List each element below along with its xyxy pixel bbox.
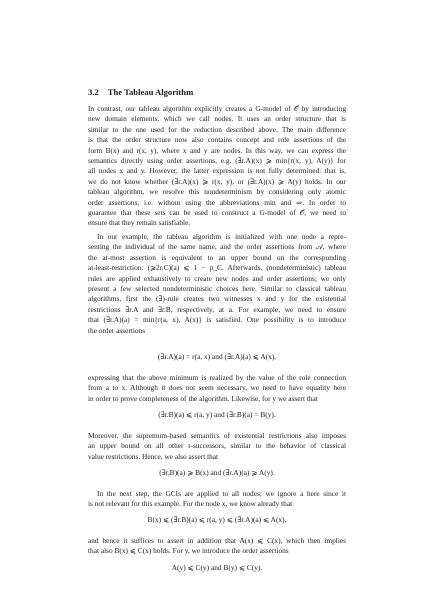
- paragraph-2: [88, 232, 346, 336]
- equation-3: (∃r.B)(a) ⩾ B(x) and (∃r.A)(a) ⩾ A(y).: [159, 468, 275, 477]
- text-line: ensure that they remain satisfiable.: [88, 218, 191, 228]
- text-line: new domain elements, which we call nodes. It uses an order structure that is: [88, 114, 346, 124]
- text-line: form B(x) and r(x, y), where x and y are nodes. In this way, we can express the: [88, 145, 346, 155]
- text-line: algorithms, first the (∃)-rule creates two witnesses x and y for the existential: [88, 294, 346, 304]
- text-line: that (∃r.A)(a) = min{r(a, x), A(x)} is satisfied. One possibility is to introduce: [88, 315, 346, 325]
- equation-1: (∃r.A)(a) = r(a, x) and (∃r.A)(a) ⩽ A(x),: [157, 352, 277, 361]
- text-line: is that the order structure now also contains concept and role assertions of the: [88, 135, 346, 145]
- text-line: that also B(x) ⩽ C(x) holds. For y, we introduce the order assertions: [88, 546, 289, 556]
- equation-2: (∃r.B)(a) ⩽ r(a, y) and (∃r.B)(a) = B(y).: [158, 410, 276, 419]
- text-line: In contrast, our tableau algorithm explicitly creates a G-model of 𝒪 by introducing: [88, 104, 346, 113]
- section-number: 3.2: [88, 87, 99, 97]
- text-line: expressing that the above minimum is realized by the value of the role connection: [88, 373, 346, 382]
- text-line: the at-most assertion is equivalent to an upper bound on the corresponding: [88, 252, 346, 262]
- text-line: all nodes x and y. However, the latter expression is not fully determined: that is,: [88, 166, 346, 176]
- text-line: senting the individual of the same name, and the order assertions from 𝒜, where: [88, 242, 346, 252]
- paragraph-1: [88, 104, 346, 229]
- text-line: order assertions, i.e. without using the abbreviations min and ⇒. In order to: [88, 197, 346, 207]
- paragraph-5: [88, 489, 346, 510]
- text-line: In the next step, the GCIs are applied to all nodes; we ignore a here since it: [97, 489, 346, 498]
- paragraph-3: [88, 373, 346, 404]
- text-line: the order assertions: [88, 325, 146, 335]
- section-title: The Tableau Algorithm: [107, 87, 194, 97]
- text-line: an upper bound on all other r-successors, similar to the behavior of classical: [88, 441, 346, 451]
- paragraph-6: [88, 536, 346, 557]
- text-line: at-least-restriction: (⩾2r.C)(a) ⩽ 1 − p_C. Afterwards, (nondeterministic) tableau: [88, 263, 346, 273]
- text-line: rules are applied exhaustively to create new nodes and order assertions; we only: [88, 273, 346, 283]
- text-line: from a to x. Although it does not seem necessary, we need to have equality here: [88, 383, 346, 393]
- text-line: value restrictions. Hence, we also assert that: [88, 451, 219, 461]
- text-line: similar to the one used for the reduction described above. The main difference: [88, 124, 346, 134]
- text-line: is not relevant for this example. For the node x, we know already that: [88, 499, 293, 509]
- text-line: we do not know whether (∃r.A)(x) ⩾ r(x, y), or (∃r.A)(x) ⩾ A(y) holds. In our: [88, 176, 346, 186]
- text-line: In our example, the tableau algorithm is initialized with one node a repre-: [97, 232, 346, 241]
- text-line: restrictions ∃r.A and ∃r.B, respectively, at a. For example, we need to ensure: [88, 304, 346, 314]
- text-line: Moreover, the supremum-based semantics of existential restrictions also imposes: [88, 431, 346, 440]
- equation-4: B(x) ⩽ (∃r.B)(a) ⩽ r(a, y) ⩽ (∃r.A)(a) ⩽ A(x),: [147, 515, 287, 524]
- section-heading: [88, 87, 193, 97]
- equation-5: A(y) ⩽ C(y) and B(y) ⩽ C(y).: [171, 563, 263, 572]
- paragraph-4: [88, 431, 346, 462]
- text-line: guarantee that these sets can be used to construct a G-model of 𝒪, we need to: [88, 207, 346, 217]
- text-line: in order to prove completeness of the algorithm. Likewise, for y we assert that: [88, 393, 318, 403]
- text-line: and hence it suffices to assert in addition that A(x) ⩽ C(x), which then implies: [88, 536, 346, 545]
- text-line: tableau algorithm, we resolve this nondeterminism by considering only atomic: [88, 187, 346, 197]
- text-line: semantics directly using order assertions, e.g. (∃r.A)(x) ⩾ min{r(x, y), A(y)} for: [88, 155, 346, 165]
- text-line: present a few selected nondeterministic choices here. Similar to classical tableau: [88, 283, 346, 293]
